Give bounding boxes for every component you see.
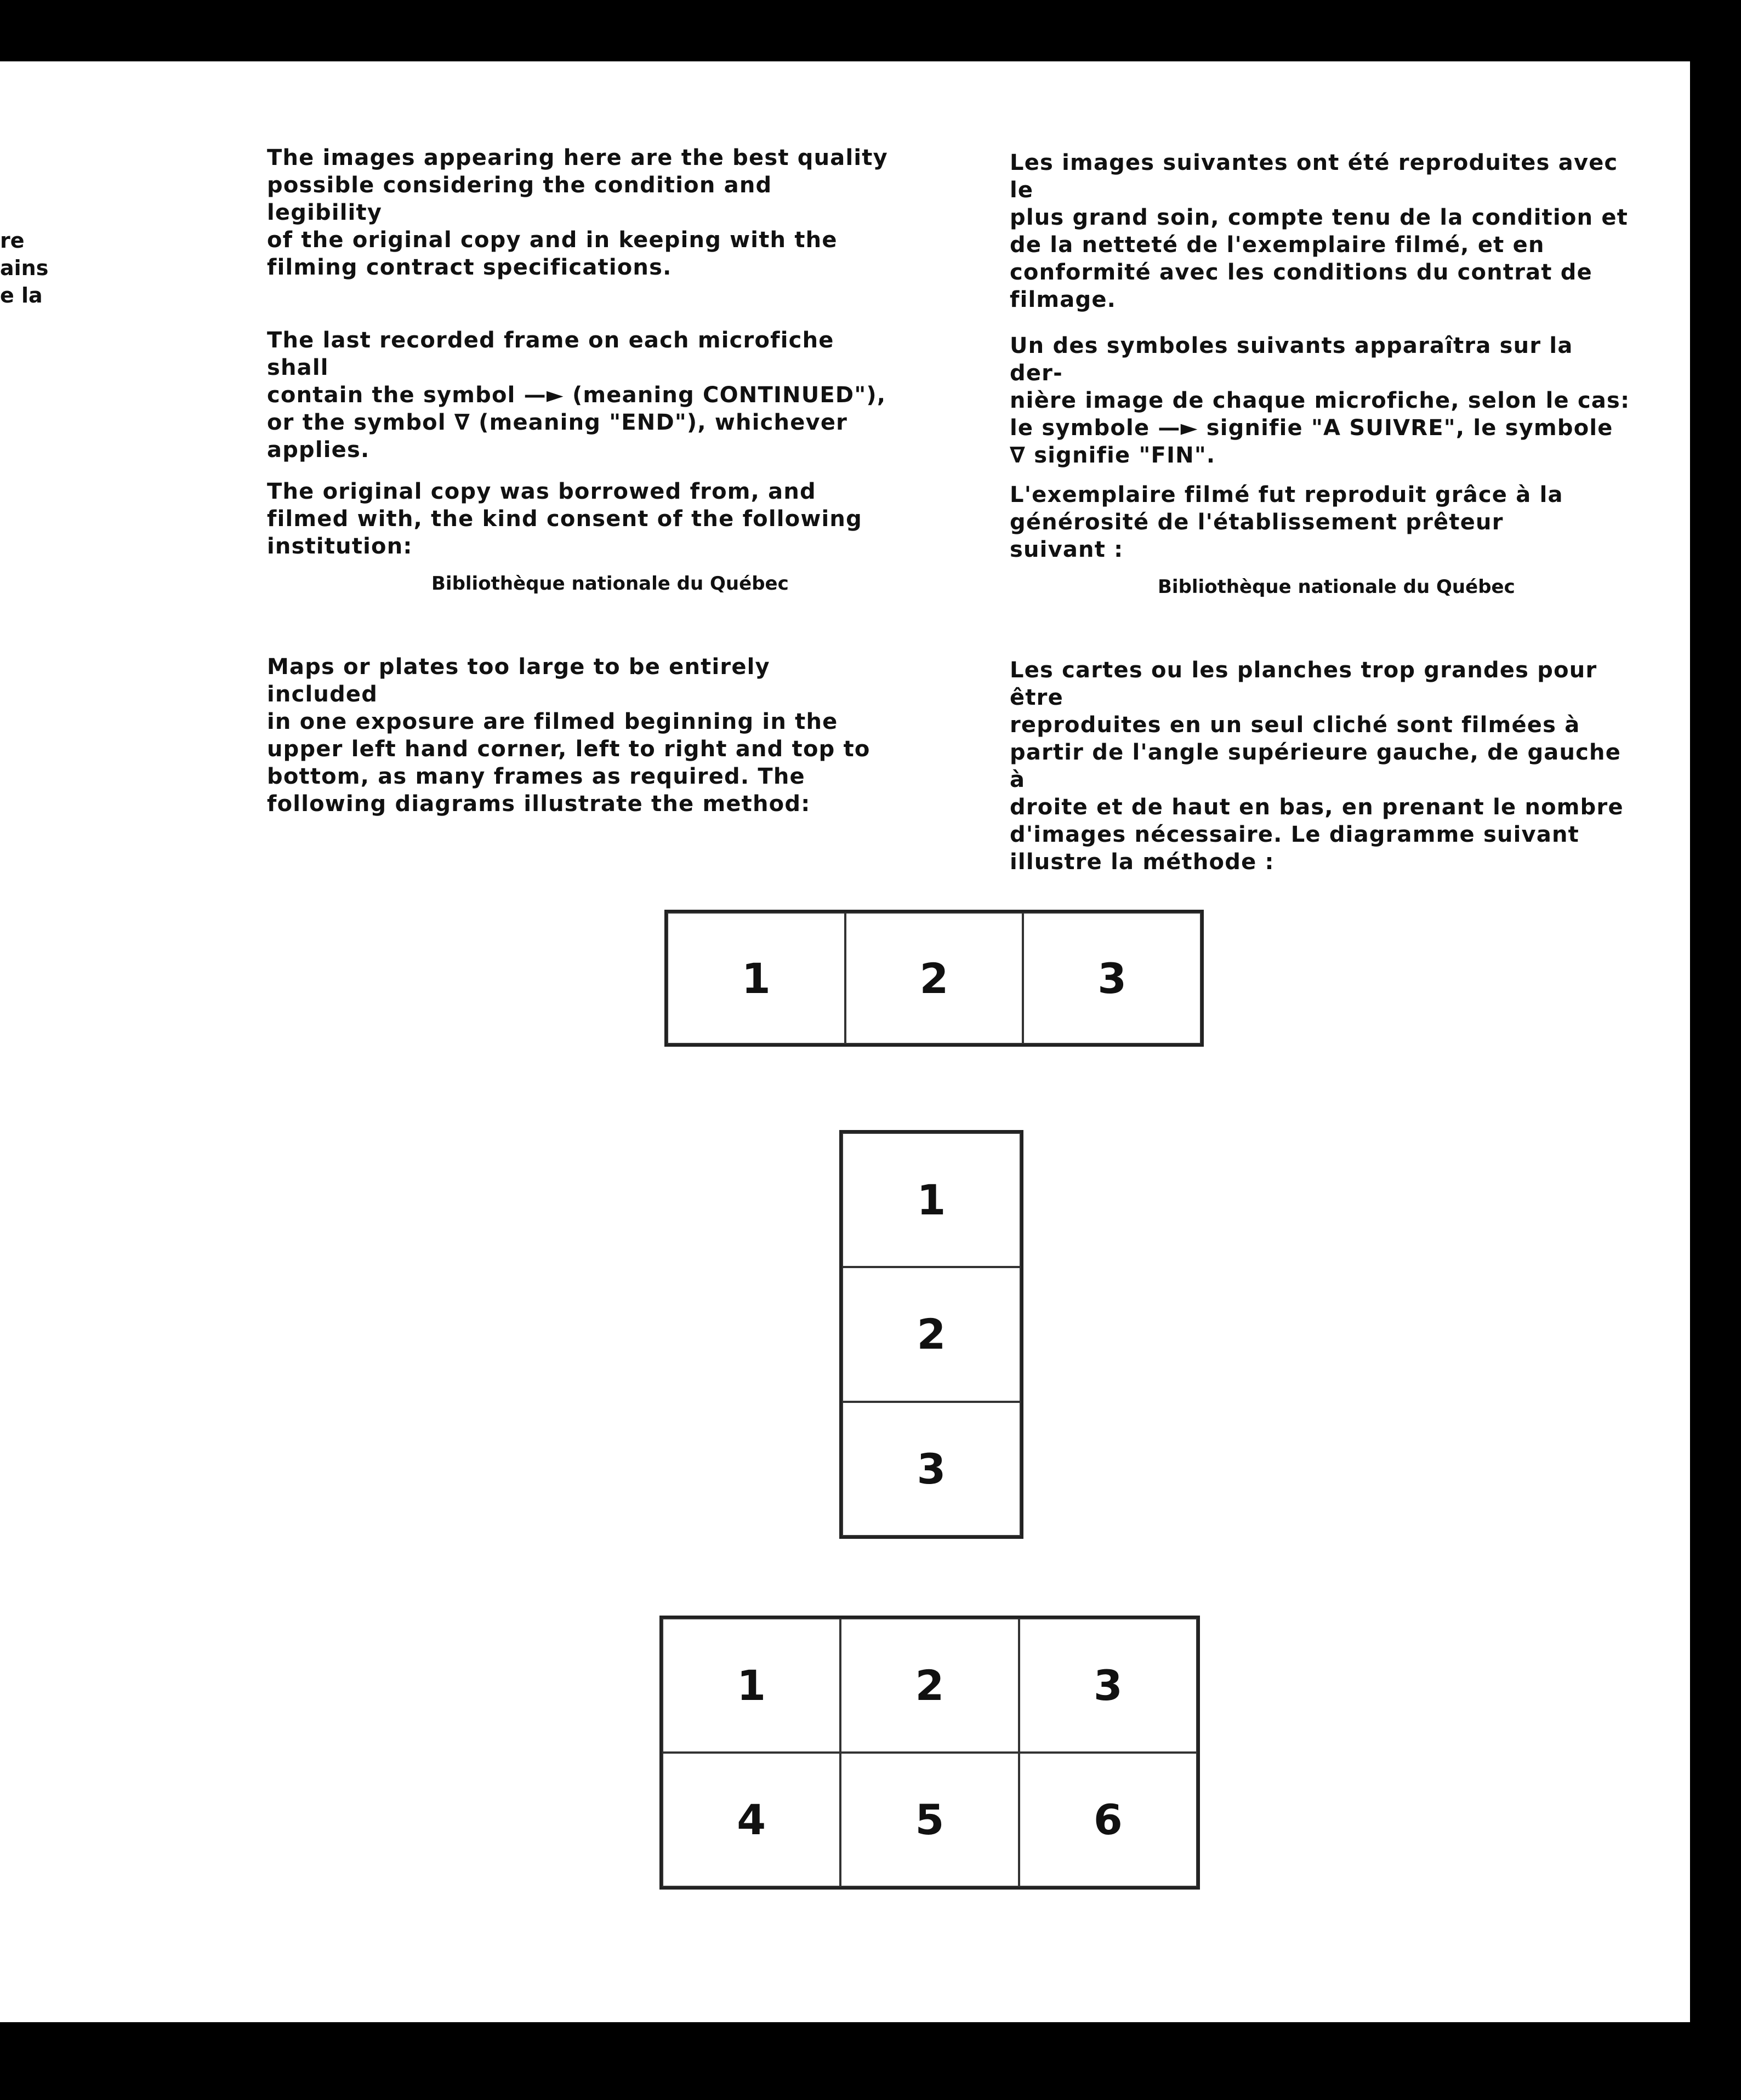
french-symbol-paragraph: Un des symboles suivants apparaîtra sur la der- nière image de chaque microfiche, selon le cas: le symbole —► signifie "A SUIVRE", le symbole ∇ signifie "FIN". [1010,333,1630,468]
frame-cell: 1 [662,1618,840,1753]
grid-diagram [659,1616,1200,1890]
french-institution-paragraph: L'exemplaire filmé fut reproduit grâce à la générosité de l'établissement prêteur suivant : [1010,482,1563,562]
frame-cell: 2 [840,1618,1019,1753]
english-institution-paragraph: The original copy was borrowed from, and filmed with, the kind consent of the following institution: [267,479,862,559]
french-quality-paragraph: Les images suivantes ont été reproduites avec le plus grand soin, compte tenu de la condition et de la netteté de l'exemplaire filmé, et en conformité avec les conditions du contrat de filmage. [1010,150,1629,312]
english-symbol-paragraph: The last recorded frame on each microfiche shall contain the symbol —► (meaning CONTINUED"), or the symbol ∇ (meaning "END"), whichever applies. [267,328,886,463]
frame-cell: 3 [842,1402,1021,1536]
row-diagram [664,910,1204,1047]
frame-cell: 3 [1023,912,1201,1044]
column-diagram [839,1130,1023,1539]
frame-cell: 3 [1019,1618,1197,1753]
english-maps-paragraph: Maps or plates too large to be entirely included in one exposure are filmed beginning in the upper left hand corner, left to right and top to bottom, as many frames as required. The following diagrams illustrate the method: [267,654,871,817]
frame-cell: 1 [842,1133,1021,1267]
french-maps-paragraph: Les cartes ou les planches trop grandes pour être reproduites en un seul cliché sont filmées à partir de l'angle supérieure gauche, de gauche à droite et de haut en bas, en prenant le nombre d'images nécessaire. Le diagramme suivant illustre la méthode : [1010,658,1624,875]
frame-cell: 2 [845,912,1023,1044]
fragment-text: ains [0,256,49,280]
english-institution-name: Bibliothèque nationale du Québec [431,573,789,595]
french-institution-name: Bibliothèque nationale du Québec [1158,576,1515,598]
frame-cell: 5 [840,1753,1019,1887]
english-quality-paragraph: The images appearing here are the best quality possible considering the condition and legibility of the original copy and in keeping with the filming contract specifications. [267,145,888,280]
adjacent-page-fragment [0,61,174,2022]
frame-cell: 2 [842,1267,1021,1401]
frame-cell: 6 [1019,1753,1197,1887]
fragment-text: e la [0,283,43,307]
fragment-text: re [0,229,25,253]
frame-cell: 4 [662,1753,840,1887]
frame-cell: 1 [667,912,845,1044]
